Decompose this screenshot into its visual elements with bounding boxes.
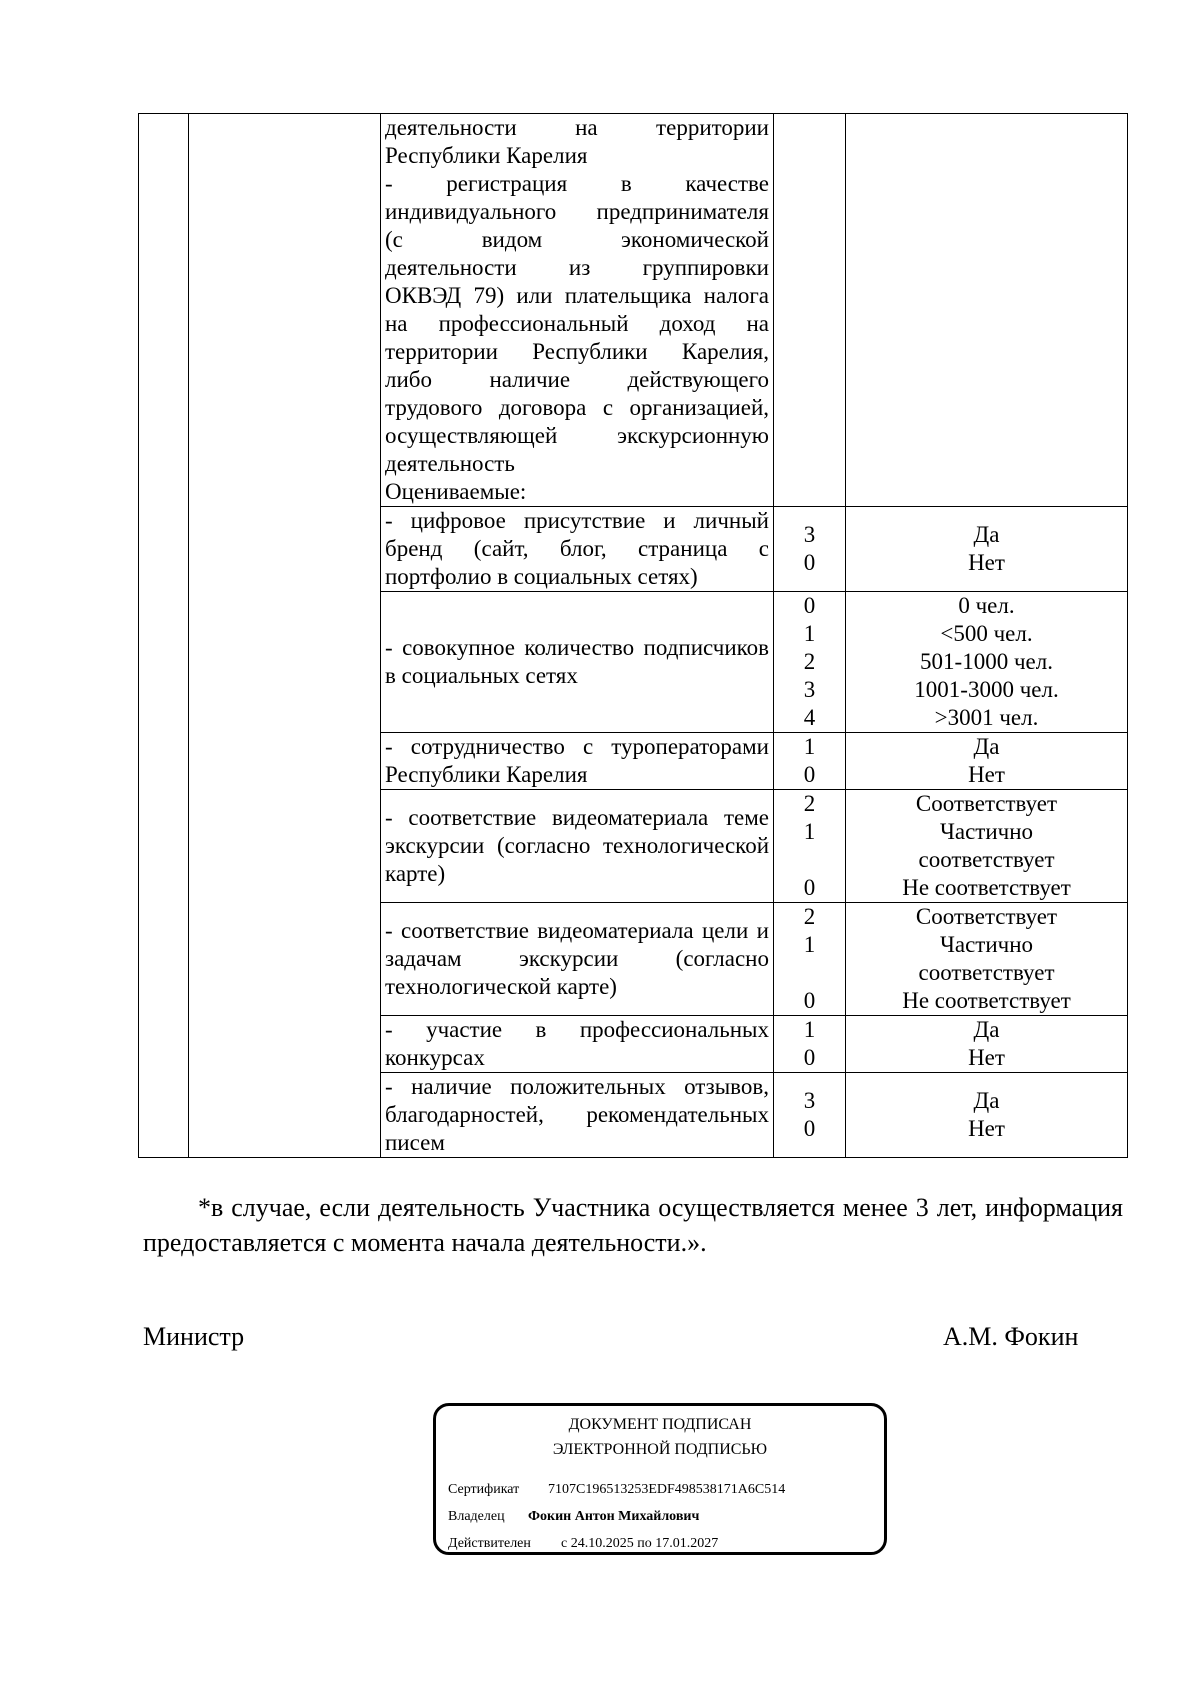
criterion-value: Нет — [968, 1116, 1005, 1141]
points-cell — [774, 114, 846, 507]
requirement-line: деятельность — [385, 451, 515, 476]
criterion-value: Не соответствует — [902, 988, 1071, 1013]
requirement-line: Республики Карелия — [385, 143, 588, 168]
criterion-value: 1001-3000 чел. — [914, 677, 1059, 702]
value-cell — [846, 733, 1128, 790]
points-value: 1 — [803, 734, 816, 759]
criteria-table — [138, 113, 1128, 1158]
points-value: 4 — [803, 705, 816, 730]
points-value: 1 — [803, 819, 816, 844]
points-cell — [774, 592, 846, 733]
points-value: 3 — [803, 1088, 816, 1113]
points-value: 2 — [803, 649, 816, 674]
criterion-value: Частично — [939, 932, 1034, 957]
number-cell — [139, 114, 189, 1158]
footnote: *в случае, если деятельность Участника осуществляется менее 3 лет, информация предоставляется с момента начала деятельности.». — [143, 1193, 1123, 1257]
value-cell — [846, 507, 1128, 592]
criterion-cell: - участие в профессиональных конкурсах — [381, 1016, 774, 1073]
points-value: 2 — [803, 791, 816, 816]
points-value: 1 — [803, 621, 816, 646]
criterion-value: Да — [973, 522, 1000, 547]
value-cell — [846, 114, 1128, 507]
stamp-certificate-value: 7107C196513253EDF498538171A6C514 — [548, 1482, 786, 1497]
requirement-line: на профессиональный доход на — [385, 311, 769, 336]
criterion-cell: - совокупное количество подписчиков в социальных сетях — [381, 592, 774, 733]
points-value: 1 — [803, 932, 816, 957]
signatory-title: Министр — [143, 1322, 245, 1351]
stamp-certificate-label: Сертификат — [448, 1482, 520, 1497]
requirement-line: трудового договора с организацией, — [385, 395, 769, 420]
points-value — [778, 846, 841, 874]
criterion-cell: - сотрудничество с туроператорами Республики Карелия — [381, 733, 774, 790]
points-value: 2 — [803, 904, 816, 929]
points-value: 0 — [803, 988, 816, 1013]
requirements-cell — [381, 114, 774, 507]
value-cell — [846, 790, 1128, 903]
criterion-value: Не соответствует — [902, 875, 1071, 900]
points-cell — [774, 1073, 846, 1158]
points-cell — [774, 790, 846, 903]
criterion-value: Да — [973, 1017, 1000, 1042]
points-value: 3 — [803, 677, 816, 702]
criterion-cell: - цифровое присутствие и личный бренд (сайт, блог, страница с портфолио в социальных сетях) — [381, 507, 774, 592]
requirement-line: деятельности на территории — [385, 115, 769, 140]
stamp-certificate-row — [448, 1482, 785, 1498]
criterion-value: Нет — [968, 550, 1005, 575]
value-cell — [846, 903, 1128, 1016]
points-cell — [774, 507, 846, 592]
points-cell — [774, 903, 846, 1016]
table-row — [139, 114, 1128, 507]
criterion-value: соответствует — [918, 960, 1055, 985]
stamp-owner-value: Фокин Антон Михайлович — [528, 1509, 700, 1524]
points-value: 0 — [803, 550, 816, 575]
requirement-line: деятельности из группировки — [385, 255, 769, 280]
value-cell — [846, 1073, 1128, 1158]
criterion-value: Частично — [939, 819, 1034, 844]
criterion-value: 0 чел. — [958, 593, 1015, 618]
points-cell — [774, 1016, 846, 1073]
criterion-value: соответствует — [918, 847, 1055, 872]
criterion-cell: - наличие положительных отзывов, благодарностей, рекомендательных писем — [381, 1073, 774, 1158]
requirement-line: индивидуального предпринимателя — [385, 199, 769, 224]
points-value: 0 — [803, 875, 816, 900]
points-value: 3 — [803, 522, 816, 547]
requirement-line: - регистрация в качестве — [385, 171, 769, 196]
criterion-value: 501-1000 чел. — [920, 649, 1053, 674]
criterion-value: Нет — [968, 1045, 1005, 1070]
stamp-validity-row — [448, 1536, 718, 1552]
points-value — [778, 959, 841, 987]
requirement-line: либо наличие действующего — [385, 367, 769, 392]
points-value: 0 — [803, 593, 816, 618]
value-cell — [846, 592, 1128, 733]
criterion-value: Соответствует — [915, 791, 1058, 816]
criterion-cell: - соответствие видеоматериала цели и задачам экскурсии (согласно технологической карте) — [381, 903, 774, 1016]
signatory-name: А.М. Фокин — [943, 1322, 1079, 1351]
criterion-value: Нет — [968, 762, 1005, 787]
requirement-line: осуществляющей экскурсионную — [385, 423, 769, 448]
points-value: 0 — [803, 1116, 816, 1141]
criterion-value: Да — [973, 734, 1000, 759]
points-value: 1 — [803, 1017, 816, 1042]
points-value: 0 — [803, 762, 816, 787]
requirement-line: Оцениваемые: — [385, 479, 527, 504]
stamp-owner-label: Владелец — [448, 1509, 505, 1524]
criterion-cell: - соответствие видеоматериала теме экскурсии (согласно технологической карте) — [381, 790, 774, 903]
points-cell — [774, 733, 846, 790]
criterion-value: <500 чел. — [940, 621, 1033, 646]
stamp-heading-line1: ДОКУМЕНТ ПОДПИСАН — [568, 1416, 752, 1433]
nomination-cell — [189, 114, 381, 1158]
electronic-signature-stamp — [433, 1403, 887, 1555]
stamp-validity-value: с 24.10.2025 по 17.01.2027 — [561, 1536, 719, 1551]
stamp-owner-row — [448, 1509, 699, 1525]
value-cell — [846, 1016, 1128, 1073]
requirement-line: (с видом экономической — [385, 227, 769, 252]
requirement-line: ОКВЭД 79) или плательщика налога — [385, 283, 769, 308]
criterion-value: Да — [973, 1088, 1000, 1113]
stamp-heading-line2: ЭЛЕКТРОННОЙ ПОДПИСЬЮ — [552, 1441, 768, 1458]
requirement-line: территории Республики Карелия, — [385, 339, 769, 364]
points-value: 0 — [803, 1045, 816, 1070]
criterion-value: Соответствует — [915, 904, 1058, 929]
stamp-validity-label: Действителен — [448, 1536, 531, 1551]
criterion-value: >3001 чел. — [934, 705, 1039, 730]
